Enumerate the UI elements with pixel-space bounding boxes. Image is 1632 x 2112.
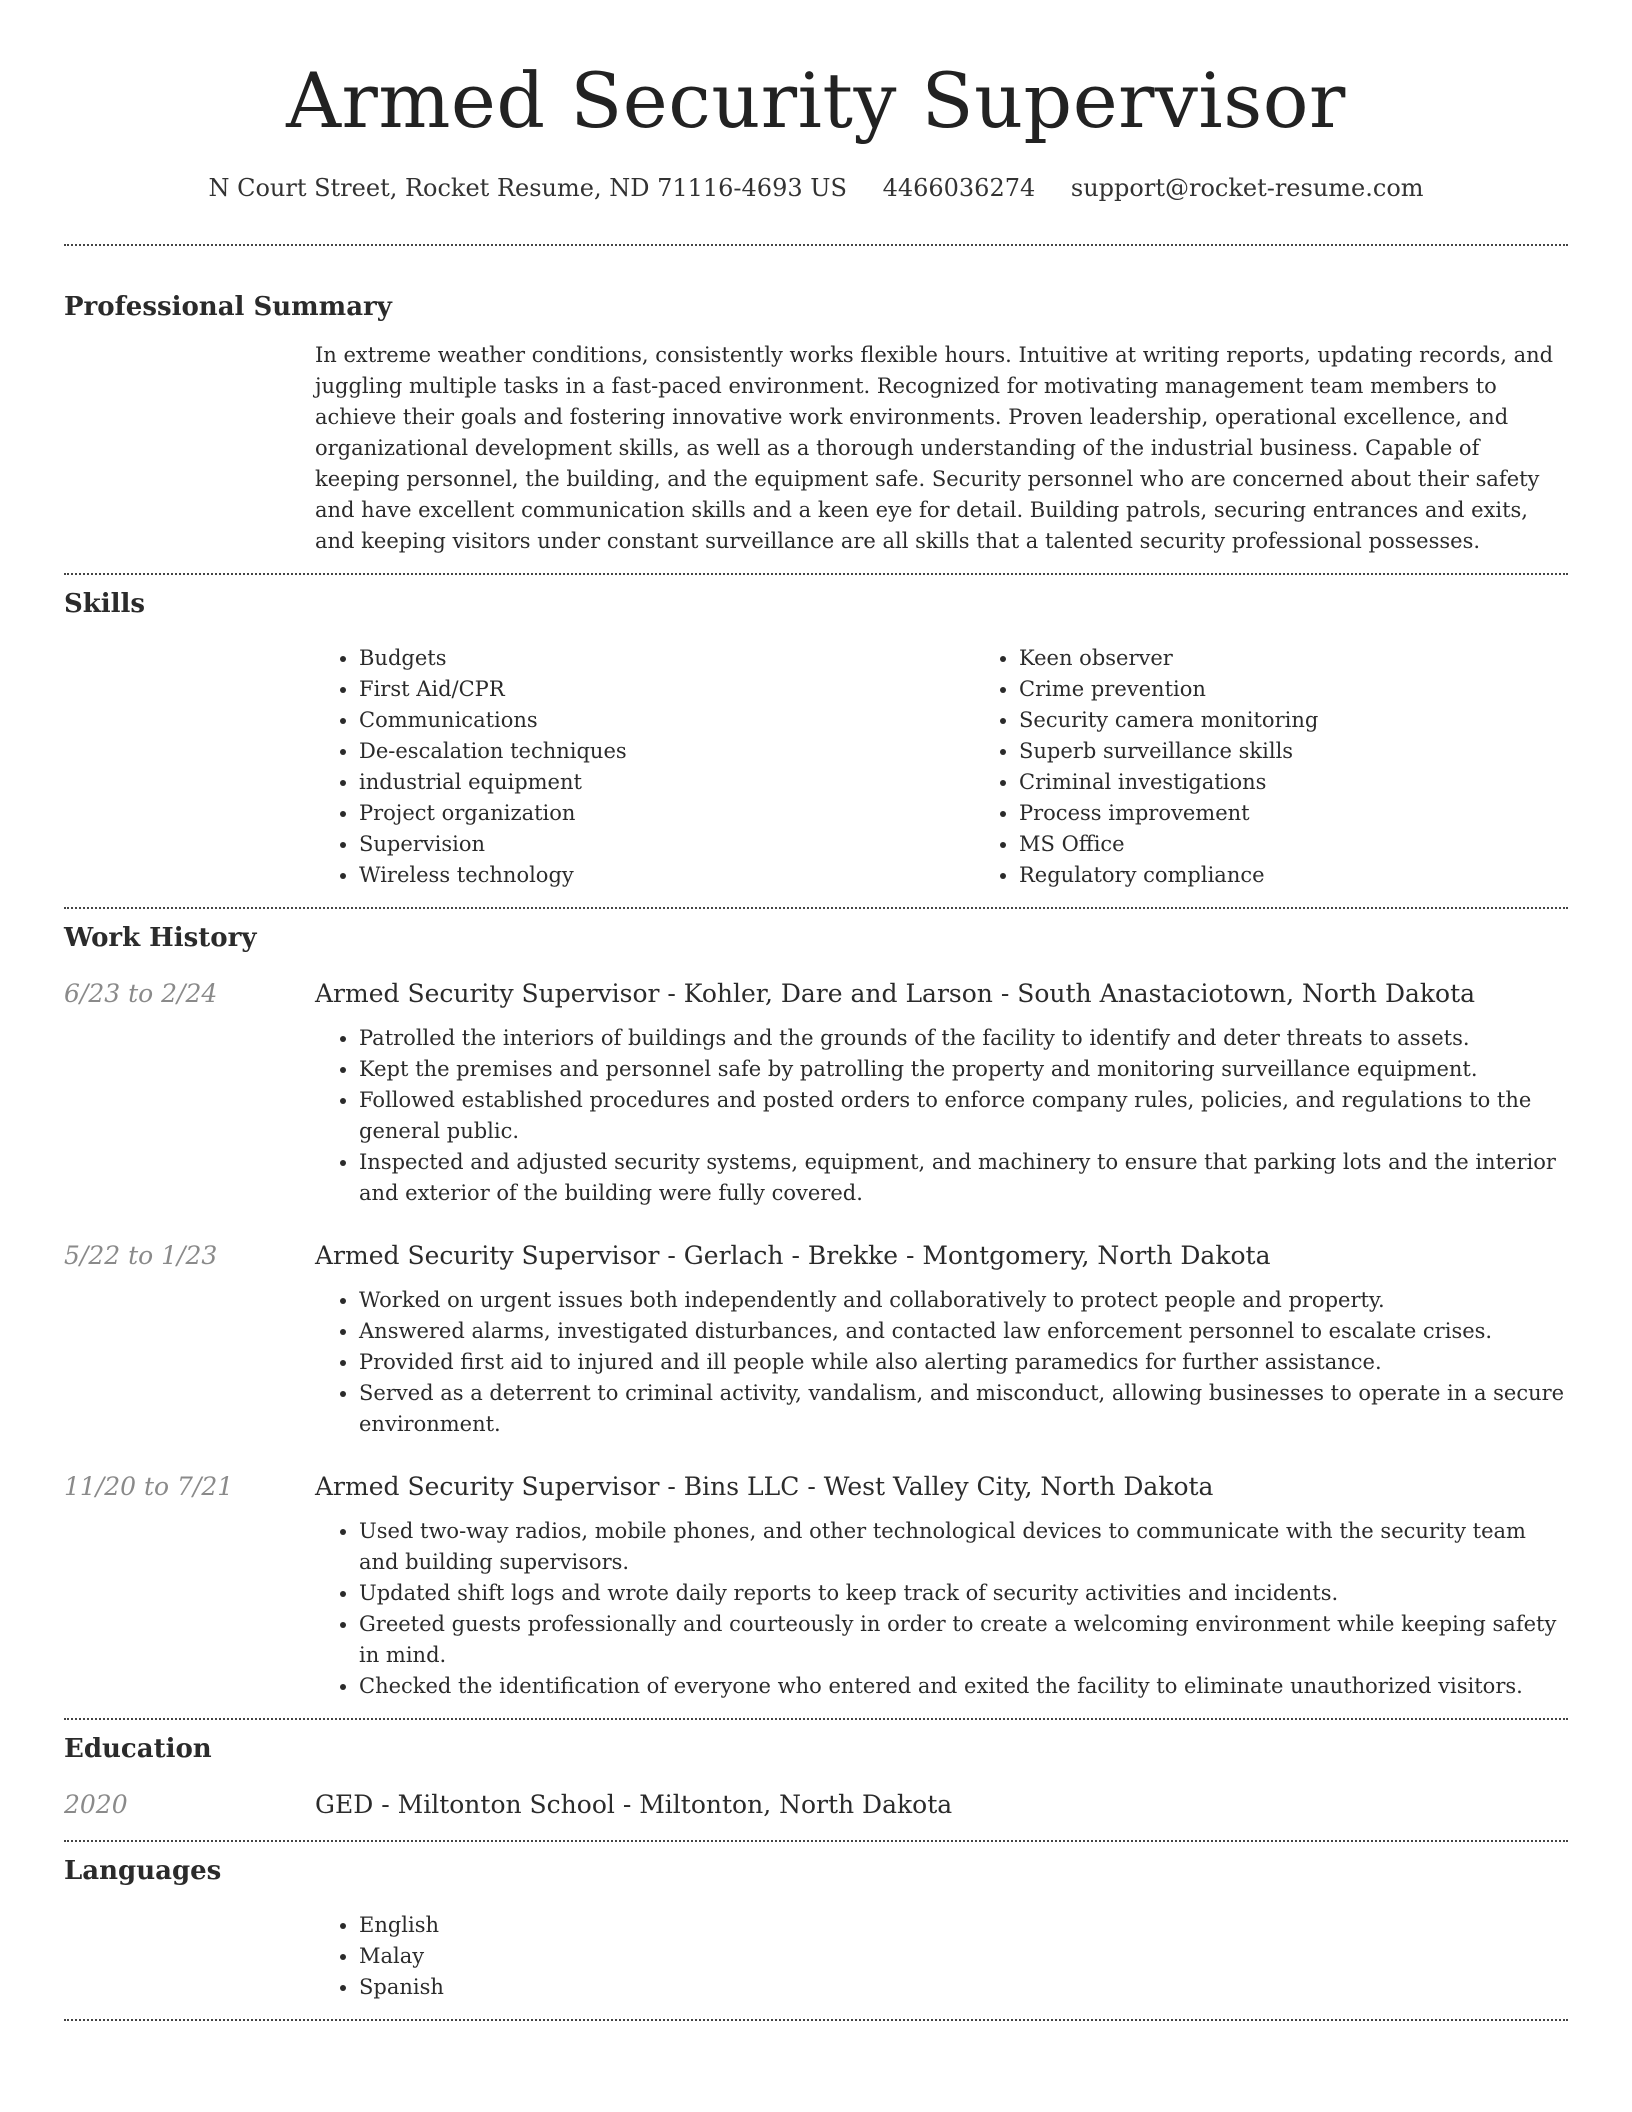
- list-item: • Regulatory compliance: [1019, 860, 1632, 891]
- skills-list-col2: [975, 643, 1632, 891]
- education-section: [64, 1720, 1568, 1840]
- list-item: • Updated shift logs and wrote daily reports to keep track of security activities and incidents.: [359, 1578, 1568, 1609]
- education-heading: GED - Miltonton School - Miltonton, North Dakota: [315, 1790, 953, 1819]
- section-title: Education: [64, 1734, 212, 1764]
- divider: [64, 2019, 1568, 2021]
- list-item: • industrial equipment: [359, 767, 975, 798]
- list-item: • Keen observer: [1019, 643, 1632, 674]
- section-title: Professional Summary: [64, 292, 392, 322]
- list-item: • Served as a deterrent to criminal activity, vandalism, and misconduct, allowing businesses to operate in a secure environment.: [359, 1378, 1568, 1440]
- job-bullets: [315, 1023, 1568, 1209]
- job-heading: Armed Security Supervisor - Kohler, Dare and Larson - South Anastaciotown, North Dakota: [315, 979, 1476, 1008]
- contact-line: [64, 172, 1568, 204]
- job-dates: 6/23 to 2/24: [64, 979, 218, 1008]
- job-entry: [64, 977, 1568, 1209]
- skills-section: [64, 575, 1568, 907]
- section-title: Languages: [64, 1856, 222, 1886]
- job-bullets: [315, 1516, 1568, 1702]
- list-item: • Malay: [359, 1941, 1568, 1972]
- job-dates: 5/22 to 1/23: [64, 1241, 218, 1270]
- list-item: • Process improvement: [1019, 798, 1632, 829]
- languages-list: [315, 1910, 1568, 2003]
- list-item: • Crime prevention: [1019, 674, 1632, 705]
- list-item: • Budgets: [359, 643, 975, 674]
- list-item: • Inspected and adjusted security systems, equipment, and machinery to ensure that parking lots and the interior and exterior of the building were fully covered.: [359, 1147, 1568, 1209]
- list-item: • Spanish: [359, 1972, 1568, 2003]
- section-title: Skills: [64, 589, 146, 619]
- languages-section: [64, 1842, 1568, 2019]
- job-dates: 11/20 to 7/21: [64, 1472, 234, 1501]
- job-heading: Armed Security Supervisor - Bins LLC - West Valley City, North Dakota: [315, 1472, 1214, 1501]
- list-item: • Security camera monitoring: [1019, 705, 1632, 736]
- list-item: • First Aid/CPR: [359, 674, 975, 705]
- list-item: • Wireless technology: [359, 860, 975, 891]
- job-bullets: [315, 1285, 1568, 1440]
- list-item: • Provided first aid to injured and ill people while also alerting paramedics for further assistance.: [359, 1347, 1568, 1378]
- list-item: • Project organization: [359, 798, 975, 829]
- list-item: • MS Office: [1019, 829, 1632, 860]
- section-title: Work History: [64, 923, 257, 953]
- contact-email: support@rocket-resume.com: [1070, 174, 1424, 202]
- job-entry: [64, 1470, 1568, 1702]
- list-item: • Greeted guests professionally and courteously in order to create a welcoming environment while keeping safety in mind.: [359, 1609, 1568, 1671]
- list-item: • Used two-way radios, mobile phones, and other technological devices to communicate with the security team and building supervisors.: [359, 1516, 1568, 1578]
- list-item: • English: [359, 1910, 1568, 1941]
- list-item: • Worked on urgent issues both independently and collaboratively to protect people and property.: [359, 1285, 1568, 1316]
- contact-phone: 4466036274: [882, 174, 1036, 202]
- job-entry: [64, 1239, 1568, 1440]
- list-item: • Followed established procedures and posted orders to enforce company rules, policies, and regulations to the general public.: [359, 1085, 1568, 1147]
- list-item: • Kept the premises and personnel safe by patrolling the property and monitoring surveillance equipment.: [359, 1054, 1568, 1085]
- list-item: • Patrolled the interiors of buildings and the grounds of the facility to identify and deter threats to assets.: [359, 1023, 1568, 1054]
- list-item: • Supervision: [359, 829, 975, 860]
- skills-list-col1: [315, 643, 975, 891]
- list-item: • Superb surveillance skills: [1019, 736, 1632, 767]
- job-heading: Armed Security Supervisor - Gerlach - Brekke - Montgomery, North Dakota: [315, 1241, 1271, 1270]
- summary-section: [64, 246, 1568, 573]
- candidate-name: Armed Security Supervisor: [286, 56, 1346, 145]
- list-item: • De-escalation techniques: [359, 736, 975, 767]
- contact-address: N Court Street, Rocket Resume, ND 71116-4693 US: [208, 174, 847, 202]
- education-year: 2020: [64, 1790, 128, 1819]
- list-item: • Checked the identification of everyone who entered and exited the facility to eliminate unauthorized visitors.: [359, 1671, 1568, 1702]
- summary-text: In extreme weather conditions, consistently works flexible hours. Intuitive at writing reports, updating records, and juggling multiple tasks in a fast-paced environment. Recognized for motivating management team members to achieve their goals and fostering innovative work environments. Proven leadership, operational excellence, and organizational development skills, as well as a thorough understanding of the industrial business. Capable of keeping personnel, the building, and the equipment safe. Security personnel who are concerned about their safety and have excellent communication skills and a keen eye for detail. Building patrols, securing entrances and exits, and keeping visitors under constant surveillance are all skills that a talented security professional possesses.: [315, 343, 1554, 553]
- work-history-section: [64, 909, 1568, 1718]
- list-item: • Answered alarms, investigated disturbances, and contacted law enforcement personnel to escalate crises.: [359, 1316, 1568, 1347]
- list-item: • Criminal investigations: [1019, 767, 1632, 798]
- list-item: • Communications: [359, 705, 975, 736]
